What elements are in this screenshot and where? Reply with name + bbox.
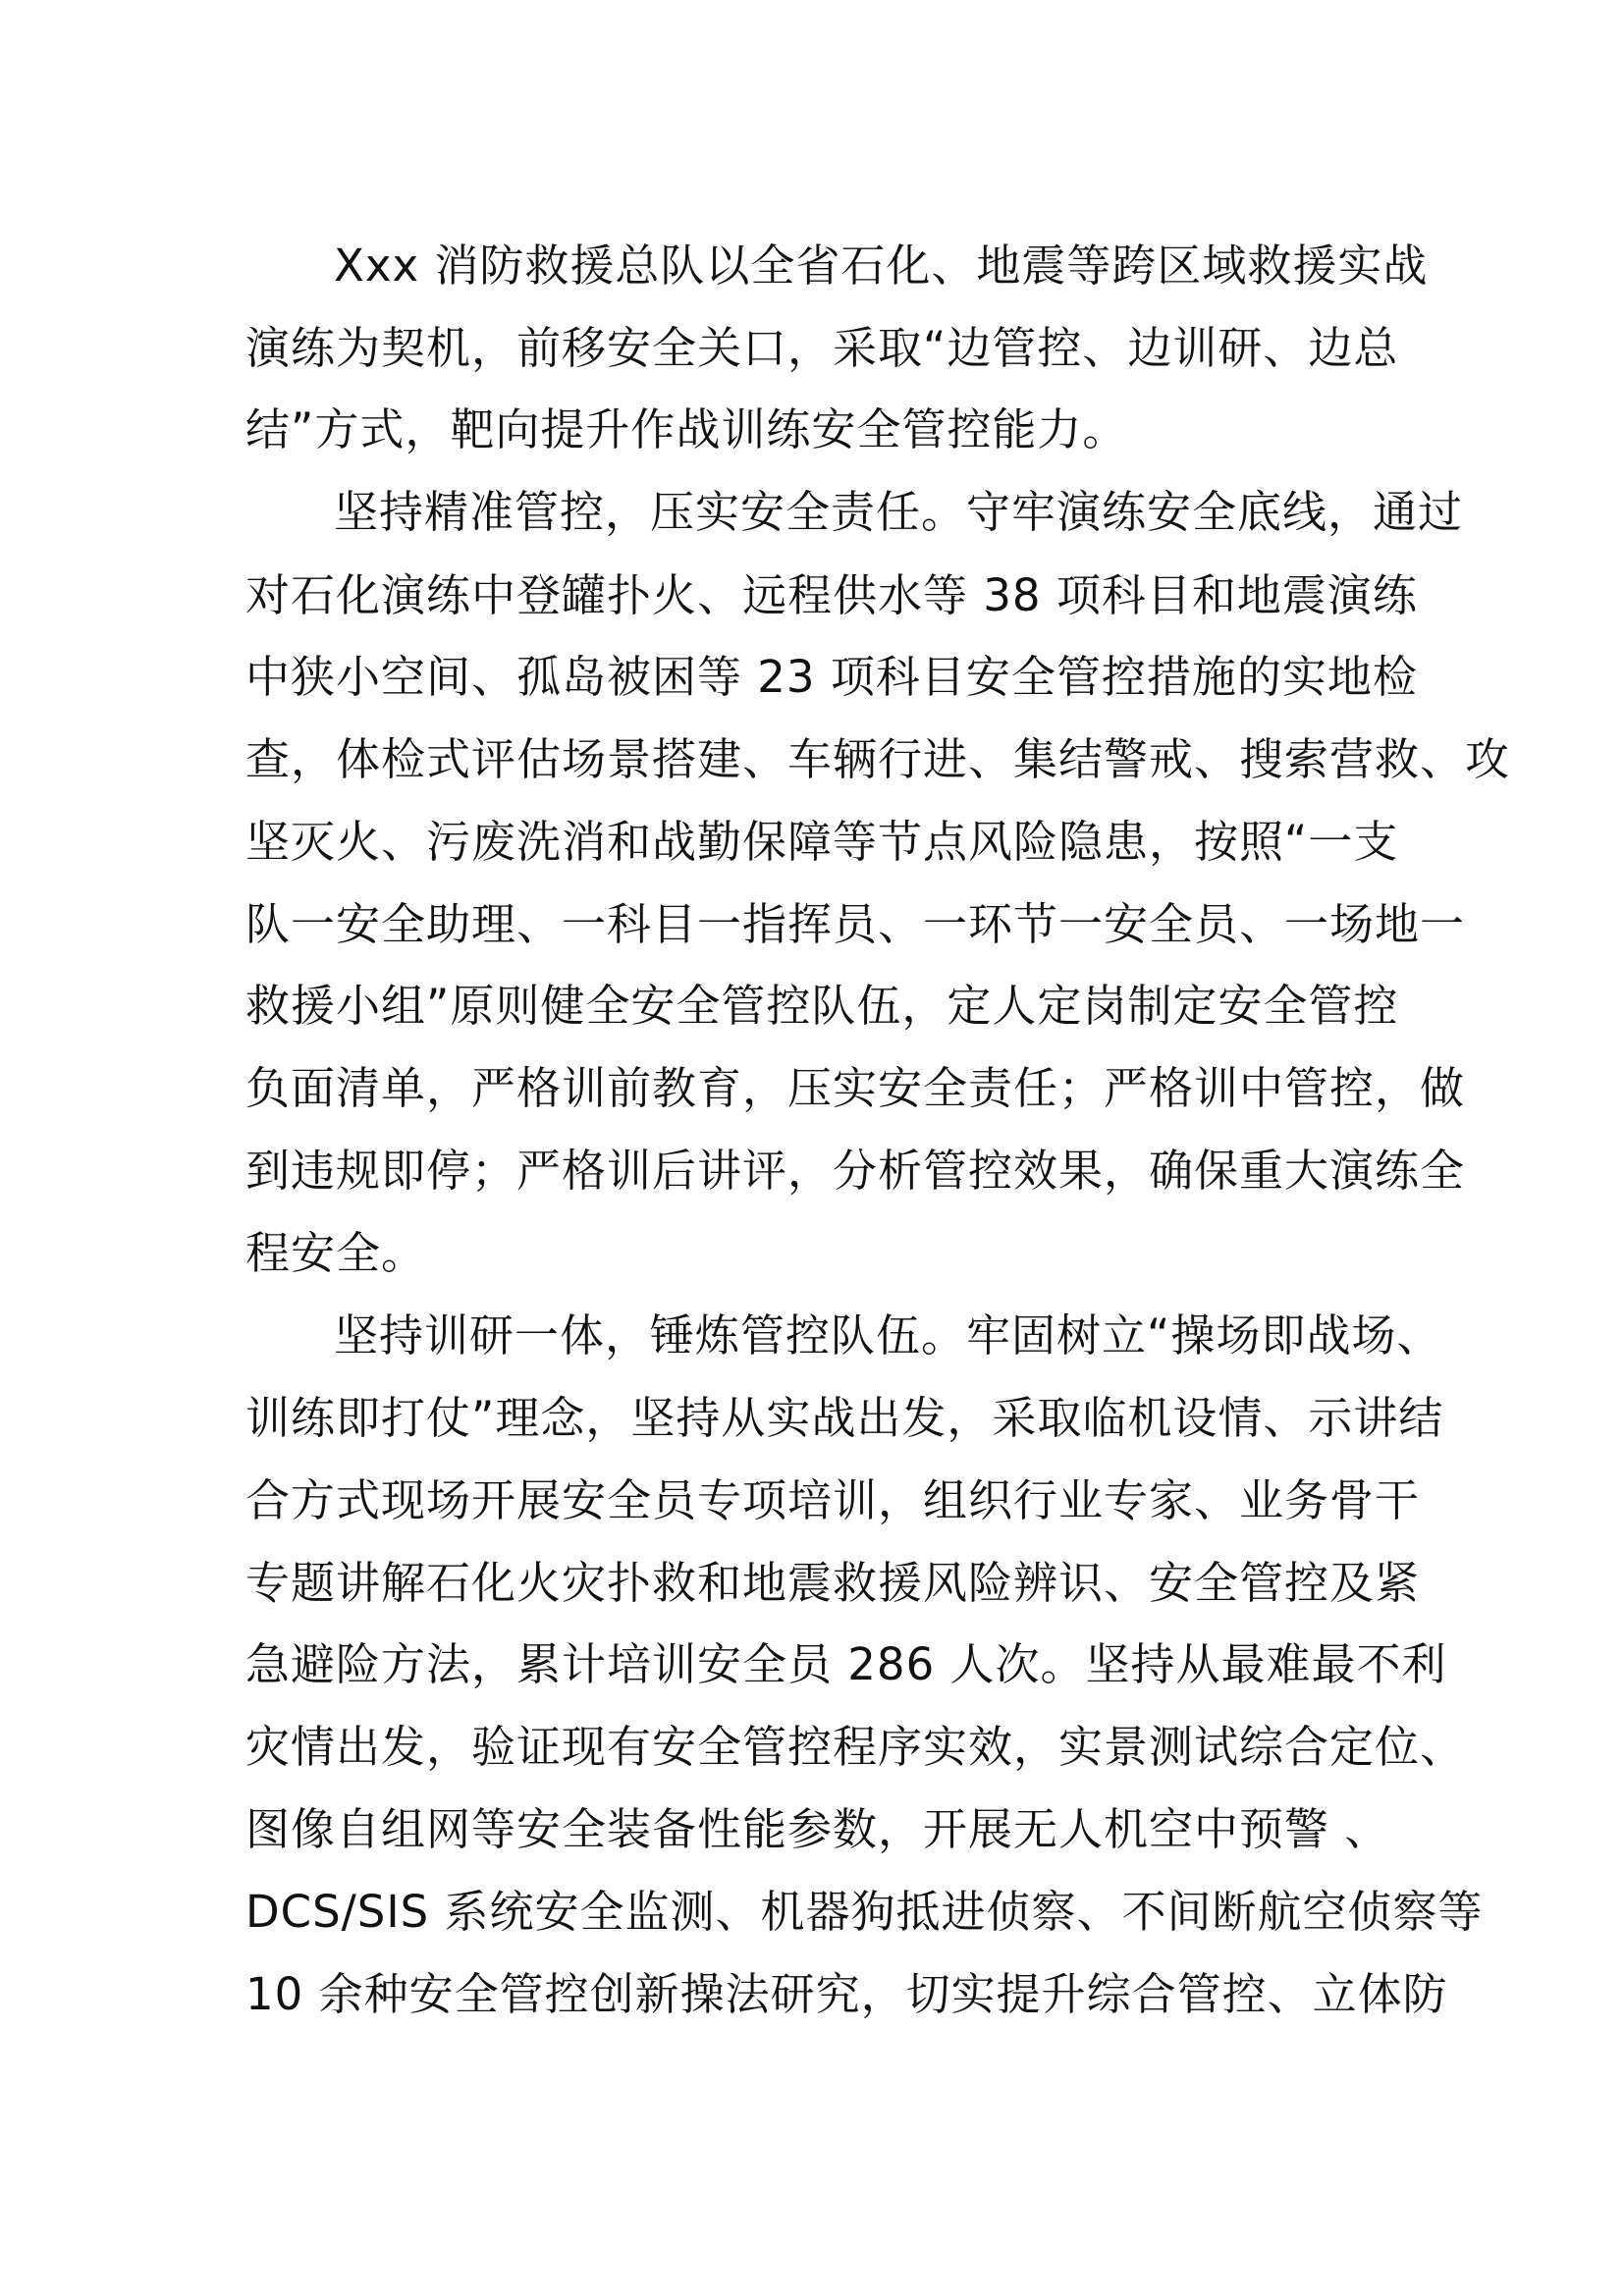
paragraph-2-line-10: 程安全。 (245, 1227, 427, 1279)
paragraph-1-line-2: 演练为契机，前移安全关口，采取“边管控、边训研、边总 (245, 322, 1399, 374)
paragraph-3-line-3: 合方式现场开展安全员专项培训，组织行业专家、业务骨干 (245, 1474, 1421, 1526)
paragraph-1-line-3: 结”方式，靶向提升作战训练安全管控能力。 (245, 403, 1128, 455)
paragraph-2-line-7: 救援小组”原则健全安全管控队伍，定人定岗制定安全管控 (245, 980, 1399, 1032)
paragraph-3-line-7: 图像自组网等安全装备性能参数，开展无人机空中预警 、 (245, 1803, 1390, 1855)
paragraph-2-line-3: 中狭小空间、孤岛被困等 23 项科目安全管控措施的实地检 (245, 651, 1418, 703)
paragraph-2-line-9: 到违规即停；严格训后讲评，分析管控效果，确保重大演练全 (245, 1145, 1466, 1197)
paragraph-2-line-8: 负面清单，严格训前教育，压实安全责任；严格训中管控，做 (245, 1062, 1466, 1114)
paragraph-3-line-1: 坚持训研一体，锤炼管控队伍。牢固树立“操场即战场、 (334, 1309, 1442, 1362)
paragraph-3-line-6: 灾情出发，验证现有安全管控程序实效，实景测试综合定位、 (245, 1721, 1466, 1773)
paragraph-3-line-4: 专题讲解石化火灾扑救和地震救援风险辨识、安全管控及紧 (245, 1557, 1421, 1609)
paragraph-3-line-8: DCS/SIS 系统安全监测、机器狗抵进侦察、不间断航空侦察等 (245, 1886, 1484, 1938)
paragraph-2-line-4: 查，体检式评估场景搭建、车辆行进、集结警戒、搜索营救、攻 (245, 733, 1511, 785)
paragraph-2-line-1: 坚持精准管控，压实安全责任。守牢演练安全底线，通过 (334, 486, 1464, 538)
paragraph-2-line-6: 队一安全助理、一科目一指挥员、一环节一安全员、一场地一 (245, 898, 1466, 950)
paragraph-2-line-2: 对石化演练中登罐扑火、远程供水等 38 项科目和地震演练 (245, 569, 1418, 621)
paragraph-3-line-5: 急避险方法，累计培训安全员 286 人次。坚持从最难最不利 (245, 1638, 1447, 1690)
paragraph-1-line-1: Xxx 消防救援总队以全省石化、地震等跨区域救援实战 (334, 240, 1429, 292)
paragraph-2-line-5: 坚灭火、污废洗消和战勤保障等节点风险隐患，按照“一支 (245, 816, 1399, 868)
paragraph-3-line-2: 训练即打仗”理念，坚持从实战出发，采取临机设情、示讲结 (245, 1392, 1444, 1444)
paragraph-3-line-9: 10 余种安全管控创新操法研究，切实提升综合管控、立体防 (245, 1968, 1448, 2020)
